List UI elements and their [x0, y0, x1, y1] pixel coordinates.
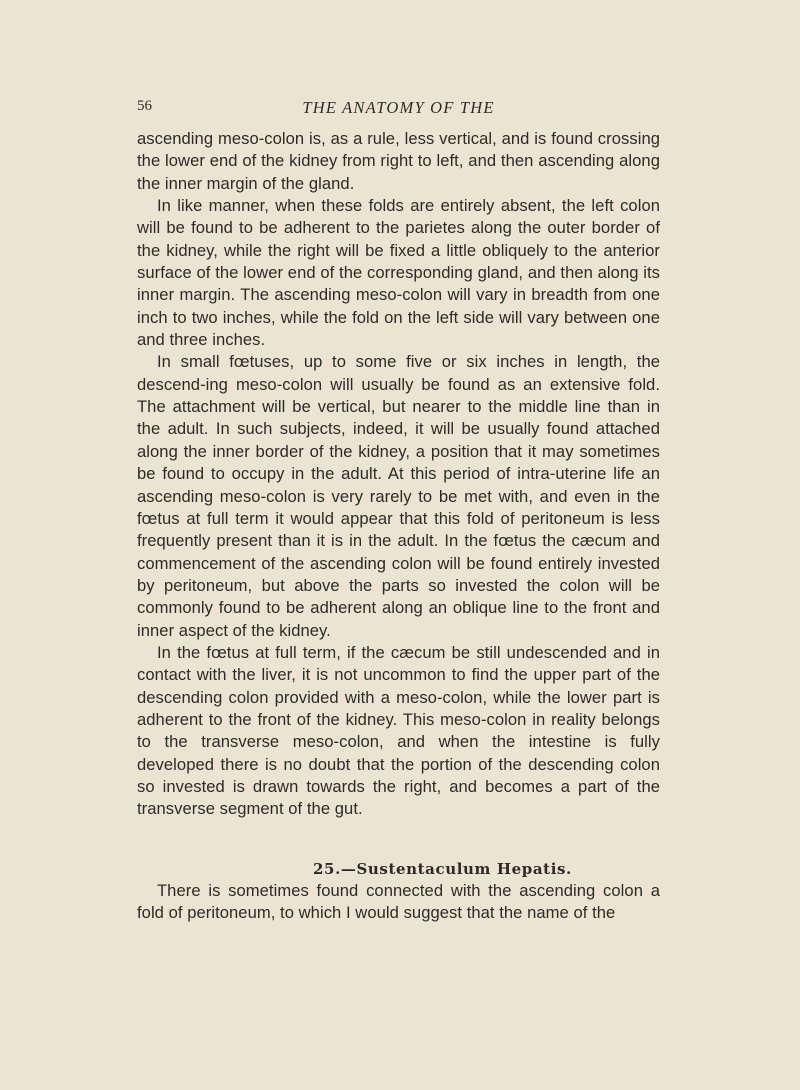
running-title: THE ANATOMY OF THE: [302, 98, 495, 117]
paragraph-3: In small fœtuses, up to some five or six inches in length, the descend-ing meso-colon will usually be found as an extensive fold. The attachment will be vertical, but nearer to the middle line than in the adult. In such subjects, indeed, it will be usually found attached along the inner border of the kidney, a position that it may sometimes be found to occupy in the adult. At this period of intra-uterine life an ascending meso-colon is very rarely to be met with, and even in the fœtus at full term it would appear that this fold of peritoneum is less frequently present than it is in the adult. In the fœtus the cæcum and commencement of the ascending colon will be found entirely invested by peritoneum, but above the parts so invested the colon will be commonly found to be adherent along an oblique line to the front and inner aspect of the kidney.: [137, 352, 660, 640]
section-heading: 25.—Sustentaculum Hepatis.: [313, 859, 572, 878]
paragraph-2: In like manner, when these folds are entirely absent, the left colon will be found to be adherent to the parietes along the outer border of the kidney, while the right will be fixed a little obliquely to the anterior surface of the lower end of the corresponding gland, and then along its inner margin. The ascending meso-colon will vary in breadth from one inch to two inches, while the fold on the left side will vary between one and three inches.: [137, 196, 660, 350]
paragraph-4: In the fœtus at full term, if the cæcum be still undescended and in contact with the liver, it is not uncommon to find the upper part of the descending colon provided with a meso-colon, while the lower part is adherent to the front of the kidney. This meso-colon in reality belongs to the transverse meso-colon, and when the intestine is fully developed there is no doubt that the portion of the descending colon so invested is drawn towards the right, and becomes a part of the transverse segment of the gut.: [137, 642, 660, 819]
paragraph-5: There is sometimes found connected with the ascending colon a fold of peritoneum, to which I would suggest that the name of the: [137, 880, 660, 922]
paragraph-1: ascending meso-colon is, as a rule, less vertical, and is found crossing the lower end of the kidney from right to left, and then ascending along the inner margin of the gland.: [137, 129, 660, 193]
running-head: [137, 98, 660, 120]
page-number: 56: [137, 98, 152, 114]
body-text: [137, 128, 660, 924]
